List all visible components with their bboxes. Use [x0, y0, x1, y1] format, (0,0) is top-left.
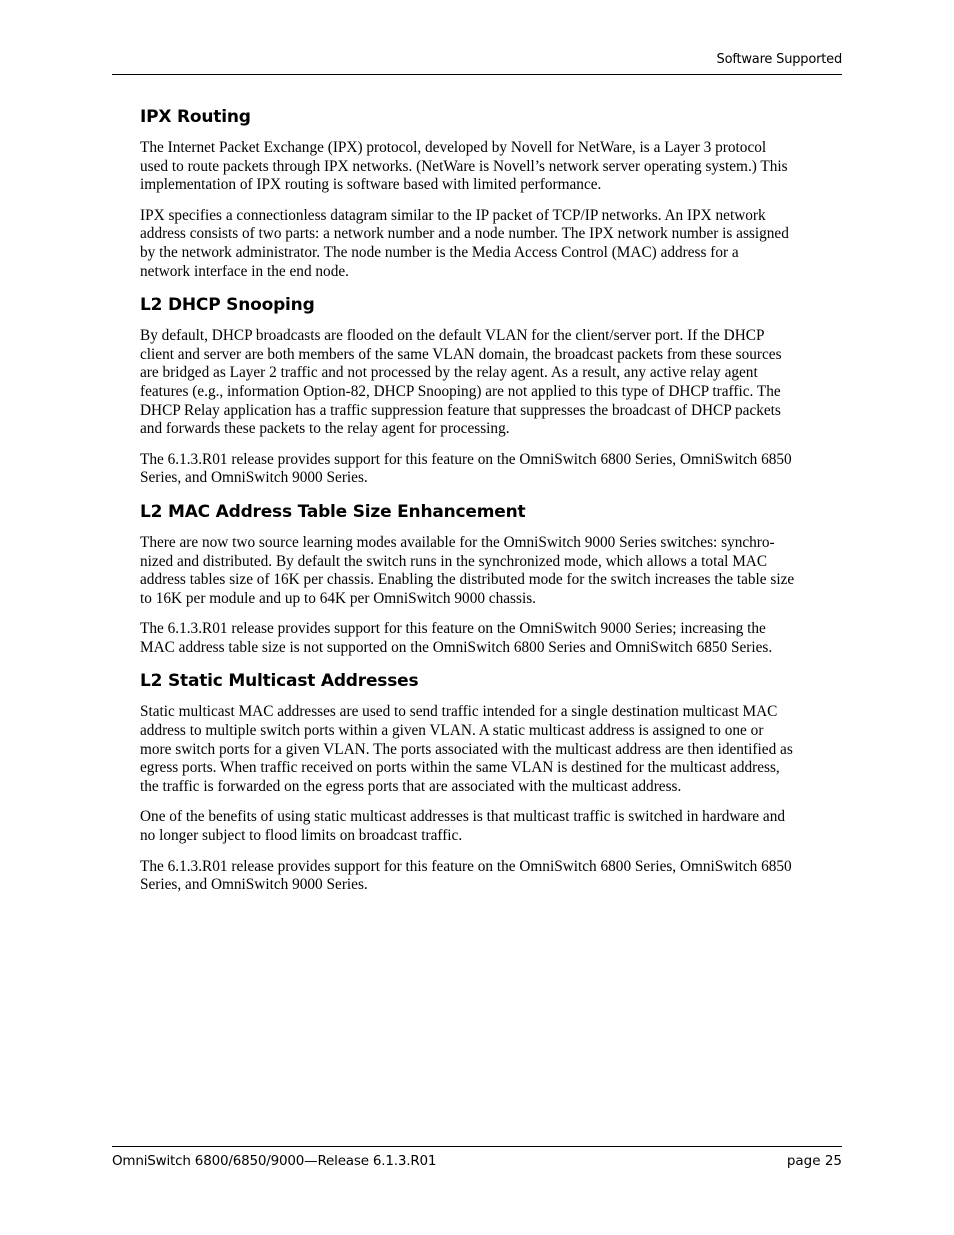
footer-doc-title: OmniSwitch 6800/6850/9000—Release 6.1.3.R01 [112, 1153, 437, 1169]
body-paragraph [140, 451, 840, 488]
paragraph-line: DHCP Relay application has a traffic suppression feature that suppresses the broadcast of DHCP packets [140, 401, 781, 419]
section-heading: L2 Static Multicast Addresses [140, 671, 419, 692]
running-footer [112, 1146, 842, 1177]
paragraph-line: features (e.g., information Option-82, DHCP Snooping) are not applied to this type of DHCP traffic. The [140, 382, 781, 400]
body-paragraph [140, 620, 840, 657]
paragraph-line: The Internet Packet Exchange (IPX) protocol, developed by Novell for NetWare, is a Layer 3 protocol [140, 139, 767, 156]
body-paragraph [140, 858, 840, 895]
paragraph-line: to 16K per module and up to 64K per OmniSwitch 9000 chassis. [140, 589, 536, 607]
section-heading: L2 MAC Address Table Size Enhancement [140, 501, 526, 522]
paragraph-line: Static multicast MAC addresses are used to send traffic intended for a single destination multicast MAC [140, 703, 778, 721]
paragraph-line: One of the benefits of using static multicast addresses is that multicast traffic is switched in hardware and [140, 808, 785, 826]
body-paragraph [140, 808, 840, 845]
paragraph-line: egress ports. When traffic received on ports within the same VLAN is destined for the multicast address, [140, 759, 780, 777]
body-paragraph [140, 327, 840, 439]
body-paragraph [140, 703, 840, 796]
paragraph-line: The 6.1.3.R01 release provides support for this feature on the OmniSwitch 9000 Series; increasing the [140, 620, 766, 638]
paragraph-line: Series, and OmniSwitch 9000 Series. [140, 469, 368, 487]
paragraph-line: network interface in the end node. [140, 262, 349, 280]
paragraph-line: By default, DHCP broadcasts are flooded on the default VLAN for the client/server port. If the DHCP [140, 327, 765, 345]
body-paragraph [140, 534, 840, 608]
paragraph-line: the traffic is forwarded on the egress ports that are associated with the multicast address. [140, 777, 682, 795]
paragraph-line: no longer subject to flood limits on broadcast traffic. [140, 827, 463, 845]
paragraph-line: Series, and OmniSwitch 9000 Series. [140, 876, 368, 894]
paragraph-line: used to route packets through IPX networks. (NetWare is Novell’s network server operating system.) This [140, 157, 788, 175]
paragraph-line: are bridged as Layer 2 traffic and not processed by the relay agent. As a result, any active relay agent [140, 364, 758, 382]
paragraph-line: by the network administrator. The node number is the Media Access Control (MAC) address for a [140, 243, 739, 261]
paragraph-line: The 6.1.3.R01 release provides support for this feature on the OmniSwitch 6800 Series, OmniSwitch 6850 [140, 857, 792, 875]
section-heading: IPX Routing [140, 107, 251, 127]
paragraph-line: and forwards these packets to the relay agent for processing. [140, 420, 510, 438]
paragraph-line: nized and distributed. By default the switch runs in the synchronized mode, which allows a total MAC [140, 552, 768, 570]
footer-page-number: page 25 [786, 1153, 842, 1169]
paragraph-line: There are now two source learning modes available for the OmniSwitch 9000 Series switches: synchro- [140, 533, 775, 551]
paragraph-line: IPX specifies a connectionless datagram similar to the IP packet of TCP/IP networks. An IPX network [140, 206, 766, 224]
paragraph-line: implementation of IPX routing is software based with limited performance. [140, 176, 602, 194]
paragraph-line: address to multiple switch ports within a given VLAN. A static multicast address is assigned to one or [140, 722, 764, 740]
section-heading: L2 DHCP Snooping [140, 295, 315, 316]
paragraph-line: more switch ports for a given VLAN. The ports associated with the multicast address are then identified as [140, 740, 793, 758]
paragraph-line: address tables size of 16K per chassis. Enabling the distributed mode for the switch increases the table size [140, 571, 795, 589]
document-body [140, 105, 840, 907]
paragraph-line: client and server are both members of the same VLAN domain, the broadcast packets from these sources [140, 345, 782, 363]
body-paragraph [140, 207, 840, 281]
running-header [112, 50, 842, 75]
body-paragraph [140, 139, 840, 195]
paragraph-line: MAC address table size is not supported on the OmniSwitch 6800 Series and OmniSwitch 6850 Series. [140, 638, 773, 656]
paragraph-line: The 6.1.3.R01 release provides support for this feature on the OmniSwitch 6800 Series, OmniSwitch 6850 [140, 450, 792, 468]
running-header-title: Software Supported [716, 52, 842, 67]
paragraph-line: address consists of two parts: a network number and a node number. The IPX network number is assigned [140, 225, 789, 243]
